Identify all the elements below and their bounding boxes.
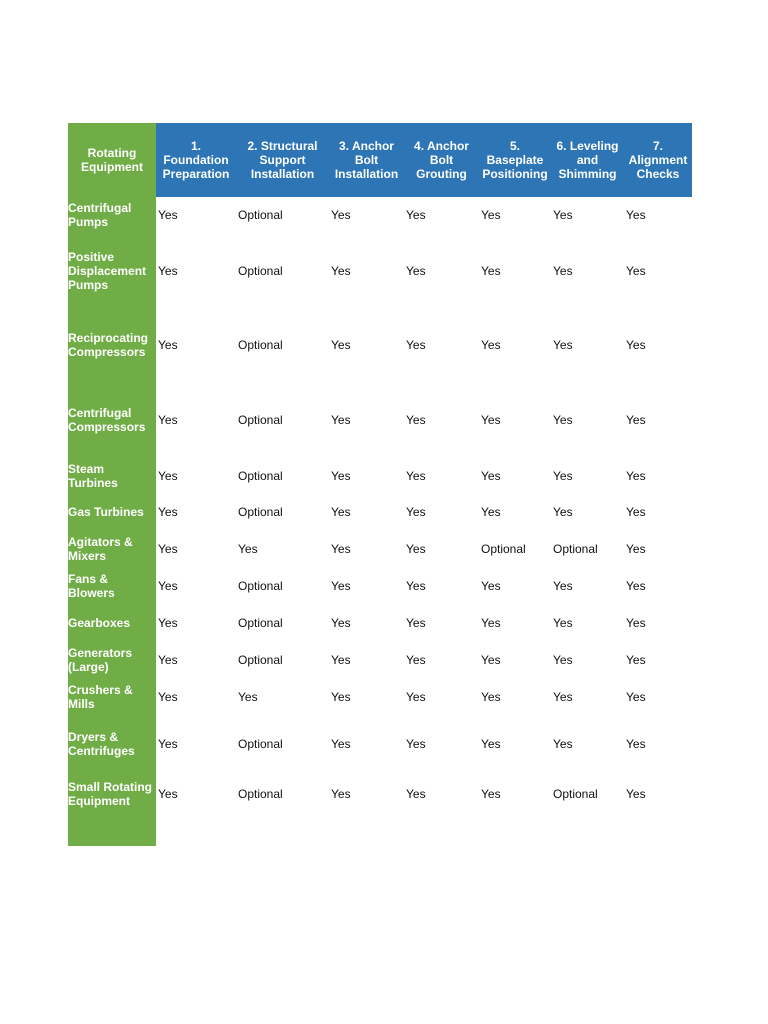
table-cell: Yes (406, 412, 426, 427)
table-cell: Yes (331, 263, 351, 278)
table-cell: Yes (626, 579, 646, 593)
table-cell: Yes (158, 505, 178, 519)
table-cell: Yes (406, 542, 426, 556)
table-row (68, 197, 692, 232)
table-row (68, 458, 692, 493)
table-cell: Yes (331, 542, 351, 556)
table-body (68, 197, 692, 846)
equipment-installation-table (68, 123, 692, 846)
table-cell: Yes (406, 505, 426, 519)
table-cell: Yes (626, 736, 646, 751)
table-cell: Yes (331, 616, 351, 630)
row-header-equipment: Dryers & Centrifuges (68, 715, 156, 772)
column-header-anchor-bolt-grouting: 4. Anchor Bolt Grouting (404, 123, 479, 197)
table-cell: Optional (238, 412, 283, 427)
table-cell: Yes (481, 412, 501, 427)
table-cell: Yes (158, 263, 178, 278)
table-cell: Yes (406, 338, 426, 352)
table-cell: Yes (238, 542, 258, 556)
row-header-equipment: Fans & Blowers (68, 567, 156, 605)
table-row (68, 309, 692, 381)
table-cell: Yes (331, 690, 351, 704)
spreadsheet-table-container (68, 123, 692, 846)
table-cell: Yes (626, 787, 646, 801)
table-cell: Optional (238, 579, 283, 593)
table-cell: Optional (553, 787, 598, 801)
table-cell: Yes (406, 787, 426, 801)
table-cell: Yes (158, 787, 178, 801)
table-cell: Yes (481, 338, 501, 352)
table-cell: Yes (331, 338, 351, 352)
table-cell: Yes (626, 616, 646, 630)
table-cell: Yes (553, 579, 573, 593)
table-cell: Yes (553, 338, 573, 352)
table-cell: Yes (331, 736, 351, 751)
table-cell: Optional (238, 338, 283, 352)
table-cell: Yes (331, 505, 351, 519)
table-cell: Yes (553, 207, 573, 222)
table-row (68, 772, 692, 846)
table-row (68, 493, 692, 531)
table-cell: Yes (406, 690, 426, 704)
row-header-equipment: Agitators & Mixers (68, 531, 156, 567)
table-cell: Optional (238, 736, 283, 751)
row-header-equipment: Generators (Large) (68, 641, 156, 679)
table-cell: Yes (238, 690, 258, 704)
column-header-baseplate-positioning: 5. Baseplate Positioning (479, 123, 551, 197)
table-cell: Yes (626, 653, 646, 667)
table-cell: Yes (158, 579, 178, 593)
table-cell: Yes (553, 412, 573, 427)
table-cell: Yes (158, 338, 178, 352)
table-cell: Yes (626, 412, 646, 427)
table-cell: Optional (238, 468, 283, 483)
table-cell: Yes (331, 787, 351, 801)
table-cell: Yes (406, 468, 426, 483)
table-cell: Yes (553, 616, 573, 630)
table-cell: Yes (331, 579, 351, 593)
row-header-equipment: Centrifugal Pumps (68, 197, 156, 232)
table-cell: Yes (331, 653, 351, 667)
table-row (68, 715, 692, 772)
corner-header-cell: Rotating Equipment (68, 123, 156, 197)
header-row (68, 123, 692, 197)
table-cell: Yes (481, 690, 501, 704)
table-cell: Yes (406, 579, 426, 593)
table-cell: Yes (481, 207, 501, 222)
table-cell: Yes (158, 468, 178, 483)
table-cell: Yes (553, 653, 573, 667)
row-header-equipment: Positive Displacement Pumps (68, 232, 156, 309)
table-cell: Yes (626, 207, 646, 222)
column-header-alignment-checks: 7. Alignment Checks (624, 123, 692, 197)
table-cell: Optional (238, 505, 283, 519)
table-cell: Yes (158, 653, 178, 667)
table-cell: Yes (481, 616, 501, 630)
table-cell: Yes (406, 616, 426, 630)
table-cell: Yes (481, 468, 501, 483)
table-cell: Yes (158, 690, 178, 704)
table-cell: Optional (238, 616, 283, 630)
column-header-anchor-bolt-installation: 3. Anchor Bolt Installation (329, 123, 404, 197)
table-cell: Yes (331, 468, 351, 483)
table-cell: Yes (481, 263, 501, 278)
table-cell: Yes (553, 736, 573, 751)
row-header-equipment: Crushers & Mills (68, 679, 156, 715)
table-cell: Yes (553, 690, 573, 704)
table-cell: Yes (158, 412, 178, 427)
table-cell: Yes (406, 207, 426, 222)
table-cell: Yes (158, 207, 178, 222)
table-cell: Yes (553, 505, 573, 519)
table-row (68, 641, 692, 679)
table-cell: Yes (481, 787, 501, 801)
table-cell: Yes (158, 542, 178, 556)
table-cell: Yes (626, 468, 646, 483)
table-cell: Yes (481, 505, 501, 519)
table-cell: Yes (331, 412, 351, 427)
table-row (68, 232, 692, 309)
table-cell: Yes (553, 468, 573, 483)
table-row (68, 567, 692, 605)
table-cell: Yes (626, 690, 646, 704)
table-row (68, 605, 692, 641)
column-header-leveling-and-shimming: 6. Leveling and Shimming (551, 123, 624, 197)
table-cell: Yes (406, 653, 426, 667)
row-header-equipment: Reciprocating Compressors (68, 309, 156, 381)
row-header-equipment: Small Rotating Equipment (68, 772, 156, 846)
table-row (68, 531, 692, 567)
table-cell: Optional (553, 542, 598, 556)
table-cell: Optional (238, 653, 283, 667)
table-cell: Yes (406, 263, 426, 278)
table-cell: Yes (406, 736, 426, 751)
table-cell: Optional (481, 542, 526, 556)
row-header-equipment: Gas Turbines (68, 493, 156, 531)
table-cell: Yes (481, 579, 501, 593)
row-header-equipment: Centrifugal Compressors (68, 381, 156, 458)
table-row (68, 381, 692, 458)
row-header-equipment: Steam Turbines (68, 458, 156, 493)
table-cell: Yes (158, 616, 178, 630)
table-cell: Yes (481, 653, 501, 667)
table-cell: Optional (238, 787, 283, 801)
column-header-structural-support-installation: 2. Structural Support Installation (236, 123, 329, 197)
table-cell: Optional (238, 207, 283, 222)
table-cell: Optional (238, 263, 283, 278)
column-header-foundation-preparation: 1. Foundation Preparation (156, 123, 236, 197)
table-cell: Yes (626, 263, 646, 278)
row-header-equipment: Gearboxes (68, 605, 156, 641)
table-cell: Yes (626, 505, 646, 519)
table-cell: Yes (553, 263, 573, 278)
table-cell: Yes (626, 542, 646, 556)
table-cell: Yes (481, 736, 501, 751)
table-cell: Yes (626, 338, 646, 352)
table-cell: Yes (331, 207, 351, 222)
table-cell: Yes (158, 736, 178, 751)
table-row (68, 679, 692, 715)
